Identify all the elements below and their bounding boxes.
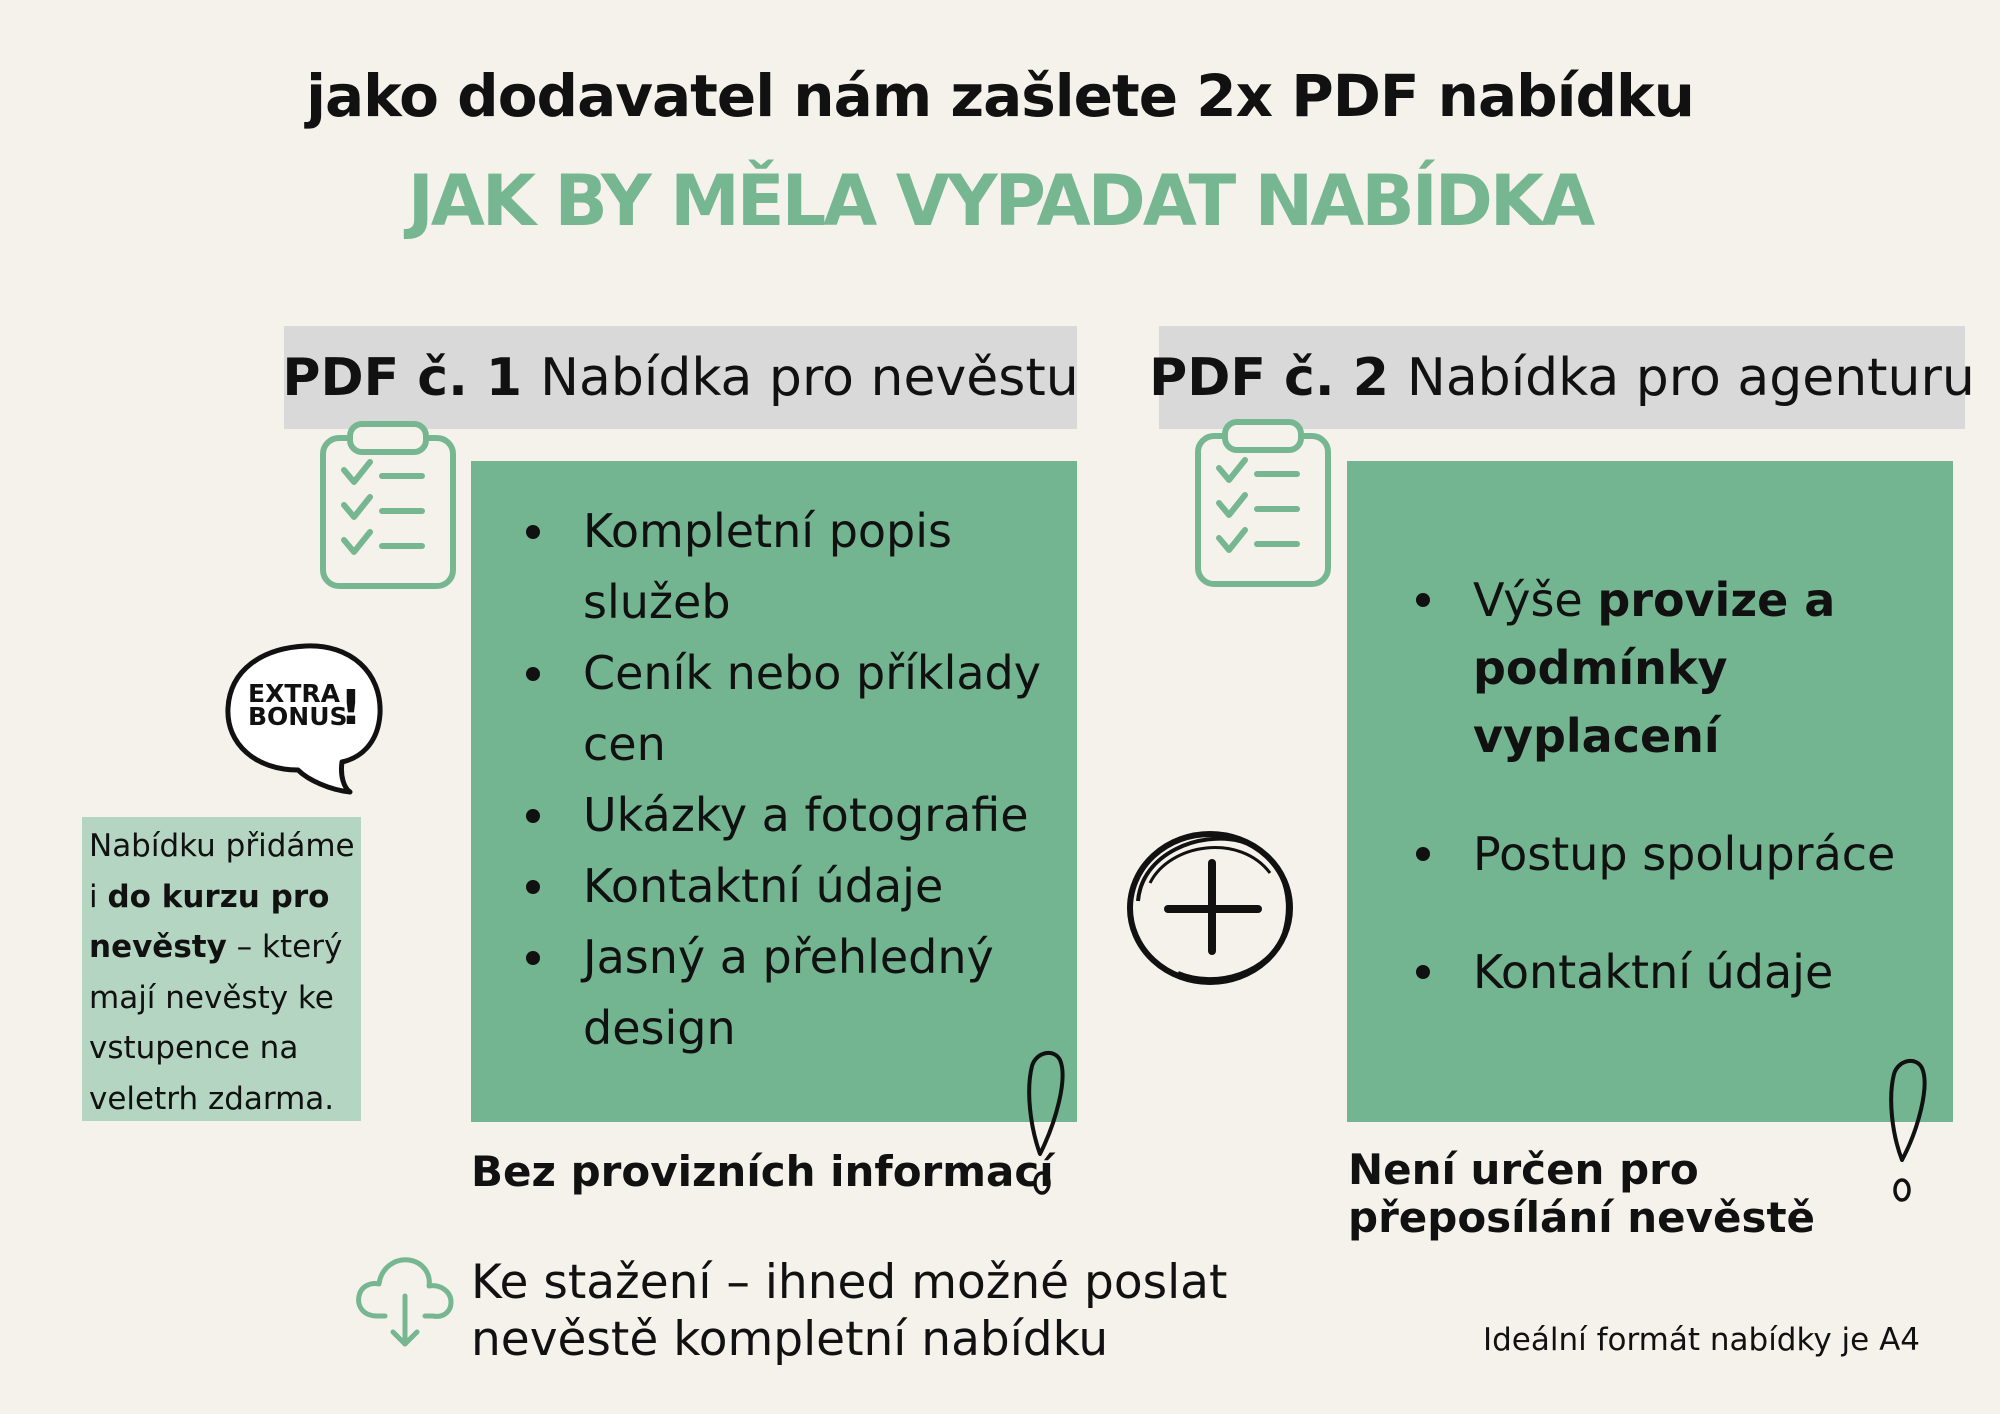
bonus-note-text: Nabídku přidáme i	[89, 828, 355, 915]
list-item: Kontaktní údaje	[526, 851, 1046, 922]
bonus-note-bold: do kurzu pro nevěsty	[89, 878, 330, 965]
download-note	[471, 1254, 1227, 1368]
pdf1-number: PDF č. 1	[282, 347, 523, 408]
list-item: Ukázky a fotografie	[526, 780, 1046, 851]
pdf1-feature-list	[526, 496, 1046, 1064]
page-subtitle: jako dodavatel nám zašlete 2x PDF nabídku	[306, 62, 1694, 130]
pdf2-warning-line2: přeposílání nevěstě	[1348, 1193, 1816, 1242]
list-item: Ceník nebo příklady cen	[526, 638, 1046, 780]
download-note-line2: nevěstě kompletní nabídku	[471, 1312, 1109, 1367]
clipboard-checklist-icon	[318, 420, 458, 592]
list-item-bold: provize a podmínky vyplacení	[1473, 573, 1836, 763]
bonus-badge-mark: !	[340, 680, 362, 736]
pdf2-warning-line1: Není určen pro	[1348, 1145, 1699, 1194]
clipboard-checklist-icon	[1193, 418, 1333, 590]
page-title: JAK BY MĚLA VYPADAT NABÍDKA	[407, 160, 1593, 242]
pdf2-label: Nabídka pro agenturu	[1406, 347, 1975, 408]
bonus-note	[82, 817, 361, 1121]
list-item: Postup spolupráce	[1416, 820, 1936, 888]
pdf1-label: Nabídka pro nevěstu	[540, 347, 1079, 408]
list-item: Kontaktní údaje	[1416, 938, 1936, 1006]
list-item-text: Výše	[1473, 573, 1598, 627]
pdf1-header	[284, 326, 1077, 429]
pdf1-warning: Bez provizních informací	[471, 1147, 1054, 1196]
bonus-badge-line2: BONUS	[248, 702, 348, 731]
pdf2-warning	[1348, 1146, 1815, 1242]
footer-note: Ideální formát nabídky je A4	[1482, 1322, 1920, 1358]
bonus-badge-line1: EXTRA	[248, 679, 341, 708]
cloud-download-icon	[355, 1252, 455, 1352]
plus-circle-icon	[1120, 823, 1300, 993]
bonus-note-text: – který mají nevěsty ke vstupence na veletrh zdarma.	[89, 929, 343, 1117]
list-item: Jasný a přehledný design	[526, 922, 1046, 1064]
speech-bubble-icon	[220, 640, 390, 796]
pdf2-number: PDF č. 2	[1149, 347, 1389, 408]
download-note-line1: Ke stažení – ihned možné poslat	[471, 1255, 1228, 1310]
list-item: Kompletní popis služeb	[526, 496, 1046, 638]
pdf2-feature-list	[1416, 566, 1936, 1056]
exclamation-icon	[1880, 1054, 1936, 1204]
pdf2-header	[1149, 326, 1975, 429]
list-item	[1416, 566, 1936, 770]
